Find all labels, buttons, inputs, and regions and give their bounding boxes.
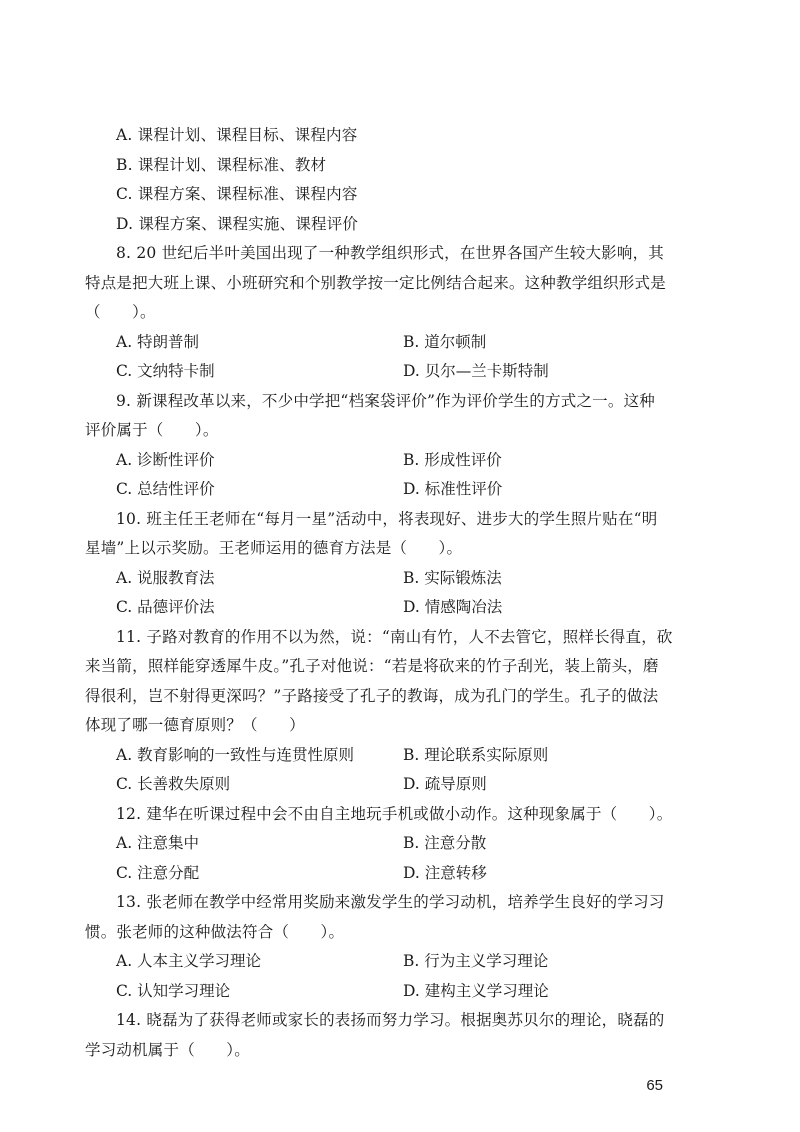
q8-option-d: D. 贝尔—兰卡斯特制	[403, 362, 549, 380]
q12-option-d: D. 注意转移	[403, 863, 487, 882]
q9-option-d: D. 标准性评价	[403, 480, 503, 498]
q12-option-b: B. 注意分散	[403, 834, 487, 852]
q12-option-c: C. 注意分配	[116, 863, 200, 882]
q11-option-c: C. 长善救失原则	[116, 775, 231, 793]
q10-stem-line-2: 星墙”上以示奖励。王老师运用的德育方法是（ ）。	[85, 539, 463, 557]
q7-option-a: A. 课程计划、课程目标、课程内容	[116, 126, 358, 144]
q13-stem-line-1: 13. 张老师在教学中经常用奖励来激发学生的学习动机，培养学生良好的学习习	[116, 893, 665, 911]
q8-stem-line-1: 8. 20 世纪后半叶美国出现了一种教学组织形式，在世界各国产生较大影响，其	[116, 244, 664, 262]
q11-option-b: B. 理论联系实际原则	[403, 745, 549, 764]
q11-stem-line-4: 体现了哪一德育原则？（ ）	[85, 716, 305, 734]
q13-stem-line-2: 惯。张老师的这种做法符合（ ）。	[85, 922, 345, 941]
q9-option-b: B. 形成性评价	[403, 450, 502, 469]
page-content	[85, 121, 676, 1065]
q13-option-c: C. 认知学习理论	[116, 981, 231, 1000]
q13-options-row-2	[116, 977, 676, 1007]
q14-stem-line-2: 学习动机属于（ ）。	[85, 1040, 250, 1059]
q8-options-row-2	[116, 357, 676, 387]
page-number: 65	[646, 1077, 663, 1094]
q13-option-a: A. 人本主义学习理论	[116, 952, 262, 970]
q9-options-row-2	[116, 475, 676, 505]
q11-option-d: D. 疏导原则	[403, 775, 487, 793]
q10-option-a: A. 说服教育法	[116, 568, 215, 587]
q9-stem-line-2: 评价属于（ ）。	[85, 421, 219, 439]
q8-stem-line-3: （ ）。	[85, 303, 156, 321]
q10-options-row-1	[116, 564, 676, 594]
q9-option-a: A. 诊断性评价	[116, 450, 215, 469]
q11-options-row-2	[116, 770, 676, 800]
q10-options-row-2	[116, 593, 676, 623]
q11-option-a: A. 教育影响的一致性与连贯性原则	[116, 745, 355, 764]
q11-stem-line-1: 11. 子路对教育的作用不以为然，说：“南山有竹，人不去管它，照样长得直，砍	[116, 627, 673, 646]
q9-options-row-1	[116, 446, 676, 476]
q12-option-a: A. 注意集中	[116, 834, 200, 852]
q12-options-row-2	[116, 859, 676, 889]
q10-option-c: C. 品德评价法	[116, 598, 215, 616]
q8-option-b: B. 道尔顿制	[403, 332, 487, 351]
q11-options-row-1	[116, 741, 676, 771]
q12-options-row-1	[116, 829, 676, 859]
q8-options-row-1	[116, 328, 676, 358]
q13-option-b: B. 行为主义学习理论	[403, 952, 549, 970]
q10-stem-line-1: 10. 班主任王老师在“每月一星”活动中，将表现好、进步大的学生照片贴在“明	[116, 509, 658, 528]
q11-stem-line-3: 得很利，岂不射得更深吗？”子路接受了孔子的教诲，成为孔门的学生。孔子的做法	[85, 686, 659, 705]
q7-option-b: B. 课程计划、课程标准、教材	[116, 155, 327, 174]
q7-option-c: C. 课程方案、课程标准、课程内容	[116, 185, 358, 203]
q14-stem-line-1: 14. 晓磊为了获得老师或家长的表扬而努力学习。根据奥苏贝尔的理论，晓磊的	[116, 1011, 665, 1029]
q13-option-d: D. 建构主义学习理论	[403, 981, 549, 1000]
q10-option-b: B. 实际锻炼法	[403, 568, 502, 587]
q8-stem-line-2: 特点是把大班上课、小班研究和个别教学按一定比例结合起来。这种教学组织形式是	[85, 273, 666, 292]
q11-stem-line-2: 来当箭，照样能穿透犀牛皮。”孔子对他说：“若是将砍来的竹子刮光，装上箭头，磨	[85, 657, 659, 675]
q8-option-c: C. 文纳特卡制	[116, 362, 215, 380]
q9-stem-line-1: 9. 新课程改革以来，不少中学把“档案袋评价”作为评价学生的方式之一。这种	[116, 391, 655, 410]
q12-stem-line-1: 12. 建华在听课过程中会不由自主地玩手机或做小动作。这种现象属于（ ）。	[116, 804, 673, 823]
q9-option-c: C. 总结性评价	[116, 480, 215, 498]
q7-option-d: D. 课程方案、课程实施、课程评价	[116, 214, 359, 233]
q8-option-a: A. 特朗普制	[116, 332, 200, 351]
q13-options-row-1	[116, 947, 676, 977]
q10-option-d: D. 情感陶冶法	[403, 598, 503, 616]
